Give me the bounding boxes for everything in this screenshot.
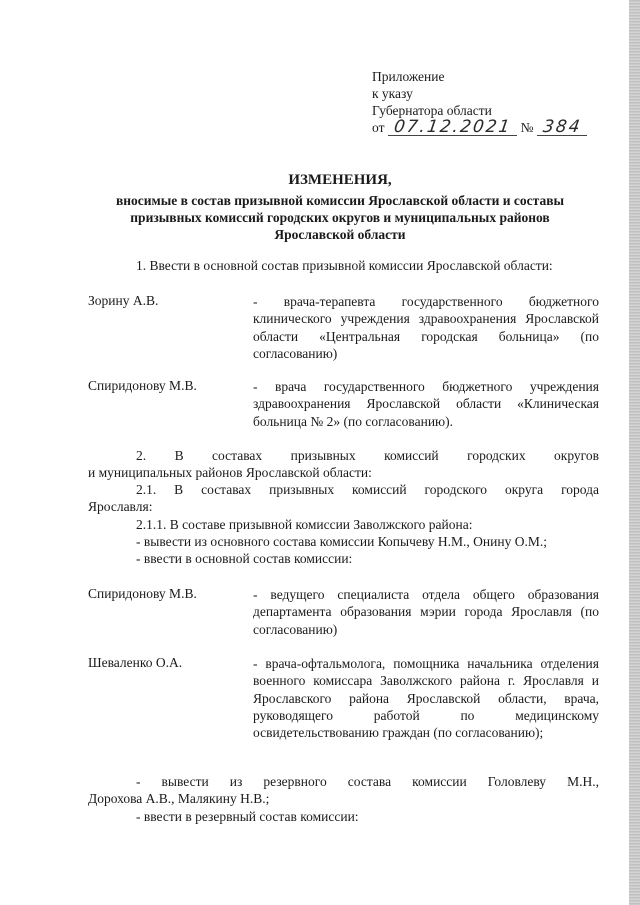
add-reserve-line: - ввести в резервный состав комиссии: <box>136 809 359 824</box>
appendix-line-2: к указу <box>372 86 413 101</box>
remove-reserve-line-1: - вывести из резервного состава комиссии Головлеву М.Н., <box>136 774 599 789</box>
member-description: - врача-терапевта государственного бюджетного клинического учреждения здравоохранения Ярославской области «Центральная городская больница» (по согласованию) <box>253 294 599 361</box>
date-prefix: от <box>372 120 385 135</box>
document-title <box>80 172 600 243</box>
remove-main-line: - вывести из основного состава комиссии Копычеву Н.М., Онину О.М.; <box>136 534 547 549</box>
add-main-line: - ввести в основной состав комиссии: <box>136 551 353 566</box>
section-2-1-1: 2.1.1. В составе призывной комиссии Заволжского района: <box>136 517 473 532</box>
section-2-1-line-2: Ярославля: <box>88 499 153 514</box>
section-2-line-2: и муниципальных районов Ярославской области: <box>88 465 372 480</box>
title-line-1: вносимые в состав призывной комиссии Ярославской области и составы <box>115 193 565 208</box>
section-2-line-1: 2. В составах призывных комиссий городских округов <box>136 448 599 463</box>
member-name: Спиридонову М.В. <box>88 586 197 601</box>
handwritten-date: 07.12.2021 <box>392 117 513 137</box>
section-1-intro: 1. Ввести в основной состав призывной комиссии Ярославской области: <box>136 258 553 273</box>
handwritten-number: 384 <box>541 117 583 137</box>
appendix-block <box>372 68 587 136</box>
section-2-1-line-1: 2.1. В составах призывных комиссий городского округа города <box>136 482 599 497</box>
member-name: Спиридонову М.В. <box>88 378 197 393</box>
title-heading: ИЗМЕНЕНИЯ, <box>288 172 392 188</box>
member-name: Шеваленко О.А. <box>88 655 183 670</box>
remove-reserve-line-2: Дорохова А.В., Малякину Н.В.; <box>88 791 270 806</box>
number-prefix: № <box>520 120 534 135</box>
appendix-line-3: Губернатора области <box>372 103 492 118</box>
title-line-2: призывных комиссий городских округов и муниципальных районов <box>130 210 550 225</box>
member-description: - врача государственного бюджетного учреждения здравоохранения Ярославской области «Клиническая больница № 2» (по согласованию). <box>253 379 599 429</box>
scan-edge-artifact <box>629 0 640 905</box>
title-line-3: Ярославской области <box>274 227 406 242</box>
member-name: Зорину А.В. <box>88 293 159 308</box>
appendix-date-line <box>372 119 587 136</box>
appendix-line-1: Приложение <box>372 69 445 84</box>
member-description: - ведущего специалиста отдела общего образования департамента образования мэрии города Ярославля (по согласованию) <box>253 587 599 637</box>
member-description: - врача-офтальмолога, помощника начальника отделения военного комиссара Заволжского района г. Ярославля и Ярославского района Ярославской области, врача, руководящего работой по медицинскому освидетельствованию граждан (по согласованию); <box>253 656 599 741</box>
